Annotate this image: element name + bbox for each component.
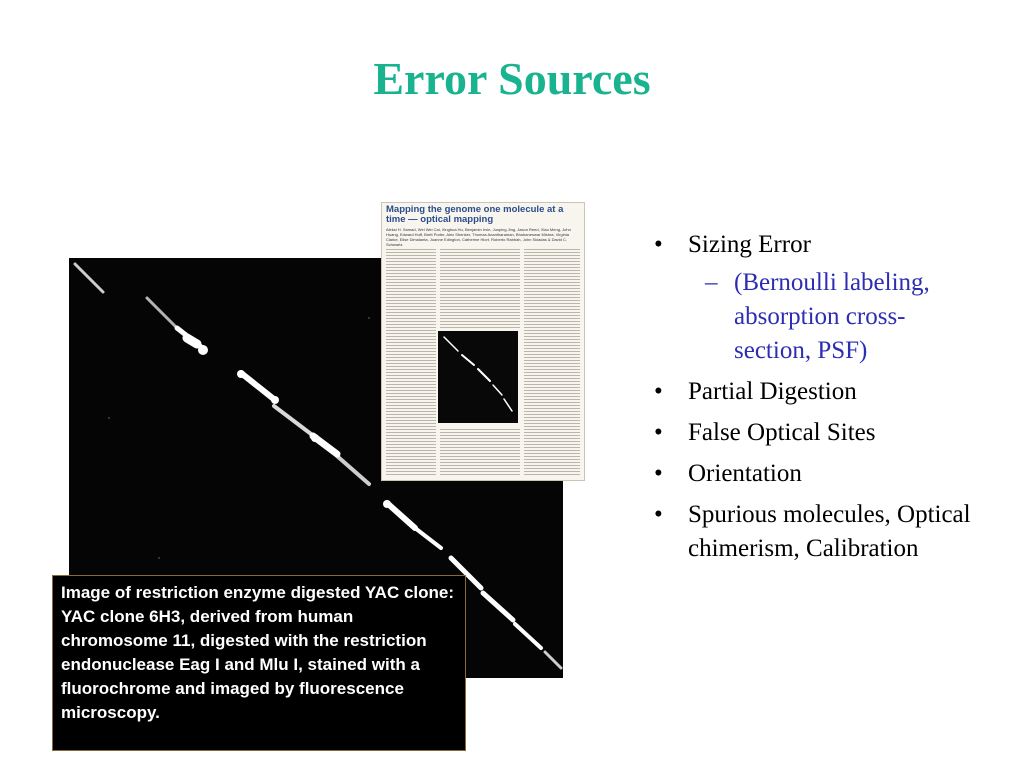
sub-bullet-text: (Bernoulli labeling, absorption cross-section, PSF) bbox=[734, 269, 930, 364]
bullet-text: Spurious molecules, Optical chimerism, Calibration bbox=[688, 501, 971, 562]
bullet-text: Partial Digestion bbox=[688, 378, 857, 405]
bullet-item bbox=[650, 498, 980, 566]
paper-text-column bbox=[440, 429, 520, 475]
nature-paper-clipping bbox=[381, 202, 585, 481]
bullet-dot-icon: • bbox=[654, 419, 663, 446]
bullet-text: Sizing Error bbox=[688, 231, 811, 258]
bullet-item bbox=[650, 416, 980, 450]
paper-figure bbox=[438, 331, 518, 423]
bullet-dot-icon: • bbox=[654, 501, 663, 528]
image-caption: Image of restriction enzyme digested YAC clone: YAC clone 6H3, derived from human chromosome 11, digested with the restriction endonuclease Eag I and Mlu I, stained with a fluorochrome and imaged by fluorescence microscopy. bbox=[52, 575, 466, 751]
paper-text-column bbox=[440, 249, 520, 329]
bullet-dot-icon: • bbox=[654, 231, 663, 258]
paper-text-column bbox=[524, 249, 580, 475]
bullet-item bbox=[650, 457, 980, 491]
bullet-item bbox=[650, 228, 980, 262]
sub-bullet-item bbox=[650, 266, 980, 368]
paper-authors: Aleksi H. Samad, Wei Wei Cai, Xinghua Hu, Benjamin Irvin, Junping Jing, Jason Reed, Xiao Meng, John Huang, Edward Huff, Brett Porter, Alex Shenker, Thomas Anantharaman, Bhubaneswar Mishra, Virginia Clarke, Elise Dimalanta, Joanne Edington, Catherine Hiort, Roberto Rabbah, John Skiadas & David C. Schwartz bbox=[386, 227, 571, 247]
bullet-text: False Optical Sites bbox=[688, 419, 876, 446]
slide-title: Error Sources bbox=[373, 53, 651, 104]
paper-headline: Mapping the genome one molecule at a time — optical mapping bbox=[386, 204, 564, 225]
paper-text-column bbox=[386, 249, 436, 475]
bullet-list bbox=[650, 228, 980, 573]
dash-icon: – bbox=[705, 269, 718, 296]
bullet-dot-icon: • bbox=[654, 460, 663, 487]
bullet-item bbox=[650, 375, 980, 409]
bullet-dot-icon: • bbox=[654, 378, 663, 405]
bullet-text: Orientation bbox=[688, 460, 802, 487]
